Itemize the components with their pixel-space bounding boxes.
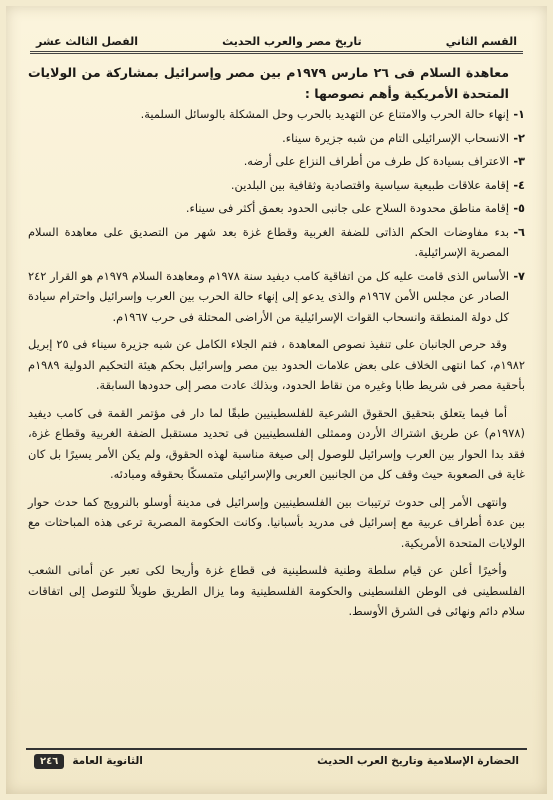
- item-number: ٦-: [513, 224, 525, 239]
- page-body: [28, 62, 525, 622]
- footer-grade: الثانوية العامة: [72, 755, 143, 767]
- item-number: ٢-: [513, 130, 525, 145]
- page-number: ٢٤٦: [34, 754, 64, 769]
- section-title: معاهدة السلام فى ٢٦ مارس ١٩٧٩م بين مصر وإسرائيل بمشاركة من الولايات المتحدة الأمريكية وأهم نصوصها :: [28, 65, 510, 101]
- list-item: [28, 222, 525, 263]
- item-text: الأساس الذى قامت عليه كل من اتفاقية كامب ديفيد سنة ١٩٧٨م ومعاهدة السلام ١٩٧٩م هو القرار ٢٤٢ الصادر عن مجلس الأمن ١٩٦٧م والذى يدعو إلى إنهاء حالة الحرب بين العرب وإسرائيل واحترام سيادة كل دولة المنطقة وانسحاب القوات الإسرائيلية من الأراضى المحتلة فى حرب ١٩٦٧م.: [28, 268, 509, 324]
- body-paragraph: وقد حرص الجانبان على تنفيذ نصوص المعاهدة ، فتم الجلاء الكامل عن شبه جزيرة سيناء فى ٢٥ إبريل ١٩٨٢م، كما انتهى الخلاف على بعض علامات الحدود بين مصر وإسرائيل بحكم هيئة التحكيم الدولية ١٩٨٩م بأحقية مصر فى شريط طابا وغيره من نقاط الحدود، وبذلك عادت مصر إلى حدودها السابقة.: [28, 337, 525, 392]
- header-chapter: الفصل الثالث عشر: [36, 35, 138, 48]
- item-number: ٧-: [513, 268, 525, 283]
- item-text: الاعتراف بسيادة كل طرف من أطراف النزاع على أرضه.: [243, 154, 509, 168]
- list-item: [28, 151, 525, 172]
- item-number: ٣-: [513, 154, 525, 168]
- running-header: [30, 22, 523, 54]
- item-text: إقامة مناطق محدودة السلاح على جانبى الحدود بعمق أكثر فى سيناء.: [185, 201, 509, 215]
- list-item: [28, 175, 525, 196]
- body-paragraph: أما فيما يتعلق بتحقيق الحقوق الشرعية للفلسطينيين طبقًا لما دار فى مؤتمر القمة فى كامب ديفيد (١٩٧٨م) عن طريق اشتراك الأردن وممثلى الفلسطينيين فى تحديد مستقبل الضفة الغربية وقطاع غزة، فقد بدا الحوار بين العرب وإسرائيل للوصول إلى صيغة مناسبة لهذه الحقوق، ولم يكن الأمر يسيرًا بل كان غاية فى الصعوبة حيث وقف كل من الجانبين العربى والإسرائيلى متمسكًا بحقوقه ومبادئه.: [28, 405, 525, 481]
- body-paragraph: وانتهى الأمر إلى حدوث ترتيبات بين الفلسطينيين وإسرائيل فى مدينة أوسلو بالنرويج كما حدث حوار بين عدة أطراف عربية مع إسرائيل فى مدريد بأسبانيا. وكانت الحكومة المصرية ترعى هذه المباحثات مع الولايات المتحدة الأمريكية.: [28, 494, 525, 550]
- item-number: ٥-: [513, 201, 525, 215]
- item-text: بدء مفاوضات الحكم الذاتى للضفة الغربية وقطاع غزة بعد شهر من التصديق على معاهدة السلام المصرية الإسرائيلية.: [28, 224, 509, 259]
- book-page: [6, 6, 547, 794]
- list-item: [28, 266, 525, 328]
- list-item: [28, 104, 525, 125]
- list-item: [28, 198, 525, 219]
- header-book-title: تاريخ مصر والعرب الحديث: [222, 35, 362, 48]
- footer-book-title: الحضارة الإسلامية وتاريخ العرب الحديث: [317, 755, 519, 767]
- running-footer: [26, 748, 527, 770]
- item-text: إنهاء حالة الحرب والامتناع عن التهديد بالحرب وحل المشكلة بالوسائل السلمية.: [140, 107, 509, 121]
- header-section: القسم الثاني: [445, 35, 517, 48]
- item-text: الانسحاب الإسرائيلى التام من شبه جزيرة سيناء.: [282, 130, 509, 145]
- item-number: ١-: [513, 107, 525, 121]
- item-text: إقامة علاقات طبيعية سياسية واقتصادية وثقافية بين البلدين.: [230, 177, 509, 192]
- list-item: [28, 128, 525, 149]
- body-paragraph: وأخيرًا أعلن عن قيام سلطة وطنية فلسطينية فى قطاع غزة وأريحا لكى تعبر عن أمانى الشعب الفلسطينى فى الوطن الفلسطينى والحكومة الفلسطينية وما يزال الطريق طويلاً للتوصل إلى اتفاقات سلام دائم ونهائى فى الشرق الأوسط.: [28, 563, 525, 618]
- item-number: ٤-: [513, 177, 525, 192]
